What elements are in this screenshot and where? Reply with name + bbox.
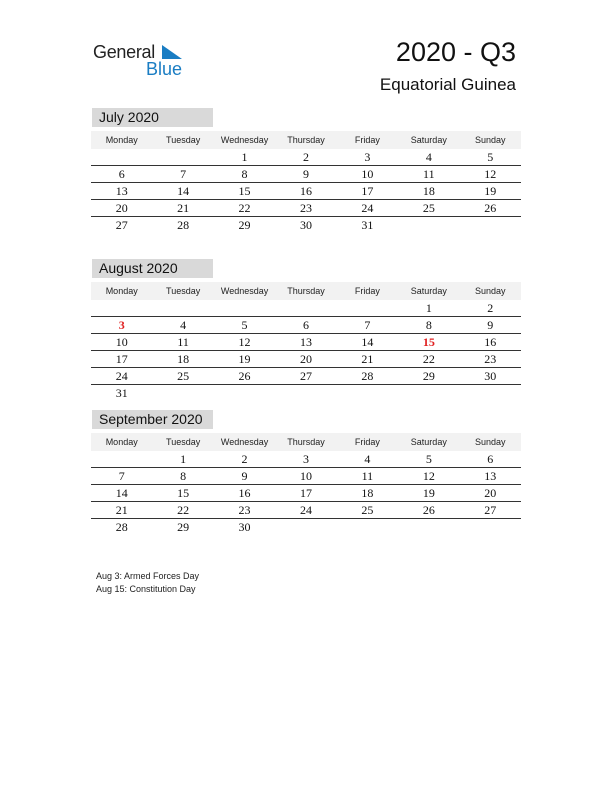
weekday-header: Wednesday xyxy=(220,437,269,447)
day-cell xyxy=(275,519,336,535)
day-cell: 4 xyxy=(425,150,432,164)
day-cell xyxy=(337,300,398,316)
day-cell: 24 xyxy=(361,201,374,215)
day-cell: 10 xyxy=(361,167,374,181)
weekday-header: Thursday xyxy=(287,286,325,296)
weekday-header: Tuesday xyxy=(166,437,201,447)
week-row xyxy=(91,351,521,368)
month-grid xyxy=(91,131,521,233)
weekday-header: Sunday xyxy=(474,437,506,447)
day-cell: 3 xyxy=(364,150,371,164)
day-cell xyxy=(152,385,213,401)
week-row xyxy=(91,451,521,468)
day-cell: 4 xyxy=(180,318,187,332)
day-cell xyxy=(398,385,459,401)
weekday-header: Sunday xyxy=(474,135,506,145)
day-cell xyxy=(460,217,521,233)
month-label: August 2020 xyxy=(92,259,213,278)
day-cell: 18 xyxy=(422,184,435,198)
day-cell: 16 xyxy=(299,184,312,198)
logo-triangle-icon xyxy=(162,45,182,59)
day-cell: 31 xyxy=(361,218,374,232)
day-cell: 14 xyxy=(115,486,128,500)
day-cell: 11 xyxy=(423,167,435,181)
day-cell: 13 xyxy=(299,335,312,349)
day-cell: 1 xyxy=(425,301,432,315)
day-cell: 28 xyxy=(177,218,190,232)
day-cell: 9 xyxy=(302,167,309,181)
weekday-header: Wednesday xyxy=(220,286,269,296)
month-grid xyxy=(91,282,521,401)
weekday-header: Friday xyxy=(354,135,380,145)
day-cell: 20 xyxy=(115,201,128,215)
day-cell: 8 xyxy=(180,469,187,483)
holiday-day-cell: 3 xyxy=(118,318,125,332)
weekday-header: Sunday xyxy=(474,286,506,296)
weekday-header-row xyxy=(91,433,521,451)
day-cell: 22 xyxy=(177,503,190,517)
day-cell: 26 xyxy=(484,201,497,215)
day-cell: 10 xyxy=(299,469,312,483)
day-cell: 21 xyxy=(115,503,128,517)
day-cell: 22 xyxy=(422,352,435,366)
week-row xyxy=(91,334,521,351)
day-cell: 17 xyxy=(299,486,312,500)
weekday-header: Tuesday xyxy=(166,135,201,145)
day-cell: 30 xyxy=(238,520,251,534)
page-title: 2020 - Q3 xyxy=(395,37,516,67)
day-cell: 18 xyxy=(177,352,190,366)
day-cell: 20 xyxy=(299,352,312,366)
holiday-day-cell: 15 xyxy=(422,335,435,349)
day-cell xyxy=(460,519,521,535)
day-cell: 21 xyxy=(361,352,374,366)
day-cell: 18 xyxy=(361,486,374,500)
day-cell: 22 xyxy=(238,201,251,215)
logo-text-general: General xyxy=(93,42,155,62)
weekday-header: Monday xyxy=(105,437,138,447)
day-cell: 20 xyxy=(484,486,497,500)
day-cell: 27 xyxy=(484,503,497,517)
day-cell xyxy=(337,385,398,401)
day-cell: 7 xyxy=(118,469,125,483)
day-cell: 25 xyxy=(422,201,435,215)
day-cell: 15 xyxy=(238,184,251,198)
day-cell: 8 xyxy=(425,318,432,332)
day-cell: 28 xyxy=(115,520,128,534)
day-cell: 29 xyxy=(177,520,190,534)
day-cell xyxy=(152,300,213,316)
day-cell: 5 xyxy=(487,150,494,164)
weekday-header: Saturday xyxy=(410,135,447,145)
day-cell: 28 xyxy=(361,369,374,383)
week-row xyxy=(91,183,521,200)
day-cell: 16 xyxy=(484,335,497,349)
day-cell: 23 xyxy=(484,352,497,366)
weekday-header: Thursday xyxy=(287,437,325,447)
weekday-header: Saturday xyxy=(410,437,447,447)
weekday-header: Tuesday xyxy=(166,286,201,296)
day-cell: 3 xyxy=(302,452,309,466)
weekday-header: Friday xyxy=(354,437,380,447)
day-cell xyxy=(152,149,213,165)
day-cell xyxy=(337,519,398,535)
day-cell xyxy=(91,451,152,467)
day-cell: 21 xyxy=(177,201,190,215)
day-cell: 6 xyxy=(487,452,494,466)
day-cell: 2 xyxy=(241,452,248,466)
brand-logo xyxy=(93,41,193,81)
weekday-header-row xyxy=(91,131,521,149)
day-cell: 29 xyxy=(238,218,251,232)
day-cell: 12 xyxy=(484,167,497,181)
day-cell: 15 xyxy=(177,486,190,500)
weekday-header: Thursday xyxy=(287,135,325,145)
weekday-header: Monday xyxy=(105,286,138,296)
day-cell: 9 xyxy=(241,469,248,483)
month-label: September 2020 xyxy=(92,410,213,429)
day-cell xyxy=(91,149,152,165)
month-label: July 2020 xyxy=(92,108,213,127)
day-cell: 23 xyxy=(299,201,312,215)
day-cell: 12 xyxy=(238,335,251,349)
weekday-header-row xyxy=(91,282,521,300)
holiday-note: Aug 15: Constitution Day xyxy=(96,584,196,594)
day-cell: 13 xyxy=(115,184,128,198)
week-row xyxy=(91,300,521,317)
week-row xyxy=(91,200,521,217)
day-cell: 11 xyxy=(361,469,374,483)
logo-text-blue: Blue xyxy=(146,59,183,79)
day-cell: 27 xyxy=(115,218,128,232)
day-cell: 26 xyxy=(238,369,251,383)
day-cell xyxy=(91,300,152,316)
week-row xyxy=(91,217,521,233)
weekday-header: Wednesday xyxy=(220,135,269,145)
day-cell: 1 xyxy=(241,150,248,164)
day-cell: 25 xyxy=(177,369,190,383)
day-cell: 5 xyxy=(241,318,248,332)
day-cell: 8 xyxy=(241,167,248,181)
day-cell: 13 xyxy=(484,469,497,483)
day-cell: 17 xyxy=(115,352,128,366)
day-cell: 2 xyxy=(487,301,494,315)
week-row xyxy=(91,502,521,519)
day-cell: 9 xyxy=(487,318,494,332)
day-cell xyxy=(214,300,275,316)
day-cell: 4 xyxy=(364,452,371,466)
week-row xyxy=(91,368,521,385)
day-cell: 23 xyxy=(238,503,251,517)
day-cell xyxy=(398,217,459,233)
day-cell: 25 xyxy=(361,503,374,517)
day-cell: 10 xyxy=(115,335,128,349)
day-cell: 24 xyxy=(299,503,312,517)
day-cell: 12 xyxy=(422,469,435,483)
week-row xyxy=(91,485,521,502)
day-cell: 2 xyxy=(302,150,309,164)
day-cell: 19 xyxy=(484,184,497,198)
week-row xyxy=(91,317,521,334)
day-cell: 24 xyxy=(115,369,128,383)
day-cell: 7 xyxy=(180,167,187,181)
holiday-notes xyxy=(96,570,199,596)
day-cell: 19 xyxy=(238,352,251,366)
day-cell: 30 xyxy=(484,369,497,383)
week-row xyxy=(91,149,521,166)
day-cell: 1 xyxy=(180,452,187,466)
day-cell xyxy=(398,519,459,535)
country-name: Equatorial Guinea xyxy=(379,75,516,94)
holiday-note: Aug 3: Armed Forces Day xyxy=(96,571,200,581)
day-cell: 14 xyxy=(361,335,374,349)
day-cell: 11 xyxy=(177,335,189,349)
weekday-header: Monday xyxy=(105,135,138,145)
day-cell: 16 xyxy=(238,486,251,500)
day-cell: 27 xyxy=(299,369,312,383)
month-grid xyxy=(91,433,521,535)
day-cell: 6 xyxy=(118,167,125,181)
day-cell: 29 xyxy=(422,369,435,383)
weekday-header: Friday xyxy=(354,286,380,296)
day-cell: 5 xyxy=(425,452,432,466)
day-cell: 31 xyxy=(115,386,128,400)
day-cell: 7 xyxy=(364,318,371,332)
weekday-header: Saturday xyxy=(410,286,447,296)
day-cell xyxy=(275,300,336,316)
day-cell xyxy=(214,385,275,401)
day-cell xyxy=(275,385,336,401)
day-cell: 14 xyxy=(177,184,190,198)
day-cell: 26 xyxy=(422,503,435,517)
day-cell: 19 xyxy=(422,486,435,500)
day-cell: 6 xyxy=(302,318,309,332)
week-row xyxy=(91,468,521,485)
day-cell: 30 xyxy=(299,218,312,232)
week-row xyxy=(91,385,521,401)
day-cell: 17 xyxy=(361,184,374,198)
day-cell xyxy=(460,385,521,401)
week-row xyxy=(91,166,521,183)
week-row xyxy=(91,519,521,535)
